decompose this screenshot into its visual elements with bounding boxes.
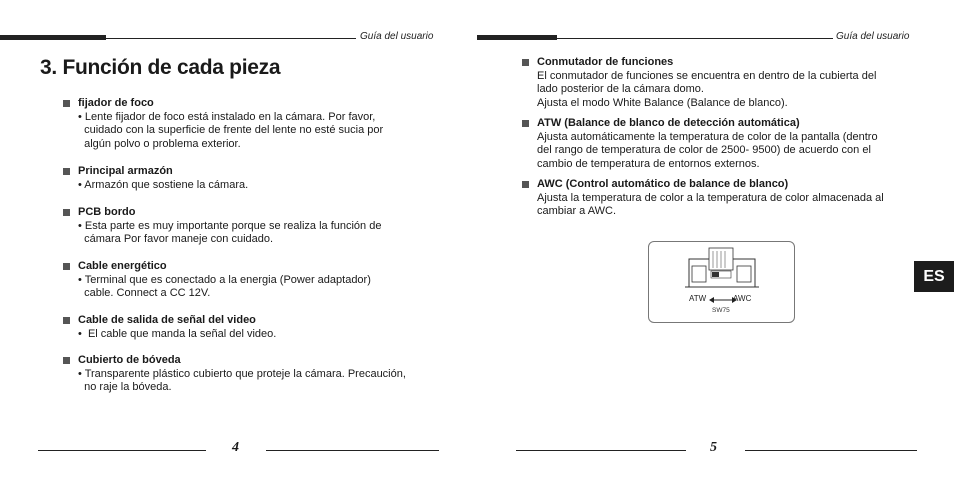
section: [78, 165, 248, 192]
body-line: • Armazón que sostiene la cámara.: [78, 178, 249, 191]
section-heading-text: fijador de foco: [78, 97, 154, 109]
square-bullet-icon: [63, 168, 70, 175]
section-body: [537, 131, 878, 172]
body-line: del rango de temperatura de color de 2500- 9500) de acuerdo con el: [537, 144, 871, 157]
left-header-bar-thick: [0, 35, 106, 40]
section: [537, 178, 884, 219]
right-header-rule: [557, 38, 833, 39]
body-line: cable. Connect a CC 12V.: [78, 287, 211, 300]
body-line: cambio de temperatura de entornos externos.: [537, 157, 760, 170]
section-heading: [78, 260, 371, 274]
section-heading: [537, 56, 876, 70]
section-body: [537, 70, 876, 111]
language-tab: ES: [914, 261, 954, 292]
section-heading: [537, 178, 884, 192]
section-heading: [78, 97, 383, 111]
right-running-header: Guía del usuario: [836, 31, 910, 42]
square-bullet-icon: [63, 357, 70, 364]
section: [78, 206, 381, 247]
body-line: Ajusta el modo White Balance (Balance de blanco).: [537, 96, 788, 109]
section-heading-text: Cubierto de bóveda: [78, 354, 181, 366]
body-line: lado posterior de la cámara domo.: [537, 83, 704, 96]
section-body: [78, 328, 276, 342]
body-line: no raje la bóveda.: [78, 381, 172, 394]
section-heading-text: Cable de salida de señal del video: [78, 314, 256, 326]
body-line: cambiar a AWC.: [537, 205, 617, 218]
body-line: Ajusta la temperatura de color a la temperatura de color almacenada al: [537, 191, 884, 204]
section-heading: [78, 206, 381, 220]
section-heading: [78, 354, 406, 368]
right-header-bar-thick: [477, 35, 557, 40]
body-line: • Lente fijador de foco está instalado en la cámara. Por favor,: [78, 110, 376, 123]
body-line: • El cable que manda la señal del video.: [78, 327, 277, 340]
switch-model-label: SW75: [712, 307, 730, 314]
square-bullet-icon: [63, 100, 70, 107]
section-body: [78, 111, 383, 152]
body-line: cuidado con la superficie de frente del lente no esté sucia por: [78, 124, 384, 137]
square-bullet-icon: [63, 317, 70, 324]
atw-label: ATW: [689, 294, 707, 303]
body-line: cámara Por favor maneje con cuidado.: [78, 233, 274, 246]
section-body: [537, 192, 884, 219]
section-body: [78, 368, 406, 395]
section-heading-text: ATW (Balance de blanco de detección automática): [537, 117, 800, 129]
left-footer-rule-right: [266, 450, 439, 451]
square-bullet-icon: [63, 263, 70, 270]
right-footer-rule-right: [745, 450, 917, 451]
square-bullet-icon: [522, 181, 529, 188]
section-heading-text: AWC (Control automático de balance de blanco): [537, 178, 789, 190]
section-heading: [78, 314, 276, 328]
body-line: • Esta parte es muy importante porque se realiza la función de: [78, 219, 382, 232]
body-line: • Transparente plástico cubierto que proteje la cámara. Precaución,: [78, 367, 406, 380]
section-heading-text: Conmutador de funciones: [537, 56, 674, 68]
section-heading-text: Cable energético: [78, 260, 167, 272]
left-page-number: 4: [232, 440, 239, 455]
switch-figure: [648, 241, 795, 323]
section-body: [78, 179, 248, 193]
left-running-header: Guía del usuario: [360, 31, 434, 42]
body-line: • Terminal que es conectado a la energia (Power adaptador): [78, 273, 371, 286]
square-bullet-icon: [522, 120, 529, 127]
right-page-number: 5: [710, 440, 717, 455]
section: [537, 117, 878, 171]
square-bullet-icon: [522, 59, 529, 66]
section-heading: [78, 165, 248, 179]
section: [78, 260, 371, 301]
body-line: El conmutador de funciones se encuentra en dentro de la cubierta del: [537, 69, 877, 82]
right-footer-rule-left: [516, 450, 686, 451]
section-body: [78, 274, 371, 301]
page-title: 3. Función de cada pieza: [40, 56, 281, 79]
section-heading-text: Principal armazón: [78, 165, 173, 177]
section: [78, 97, 383, 151]
left-footer-rule-left: [38, 450, 206, 451]
section: [78, 354, 406, 395]
section: [537, 56, 876, 110]
section: [78, 314, 276, 341]
section-heading-text: PCB bordo: [78, 206, 136, 218]
body-line: algún polvo o problema exterior.: [78, 137, 241, 150]
left-header-rule: [106, 38, 356, 39]
square-bullet-icon: [63, 209, 70, 216]
section-heading: [537, 117, 878, 131]
body-line: Ajusta automáticamente la temperatura de color de la pantalla (dentro: [537, 130, 878, 143]
awc-label: AWC: [733, 294, 752, 303]
section-body: [78, 220, 381, 247]
